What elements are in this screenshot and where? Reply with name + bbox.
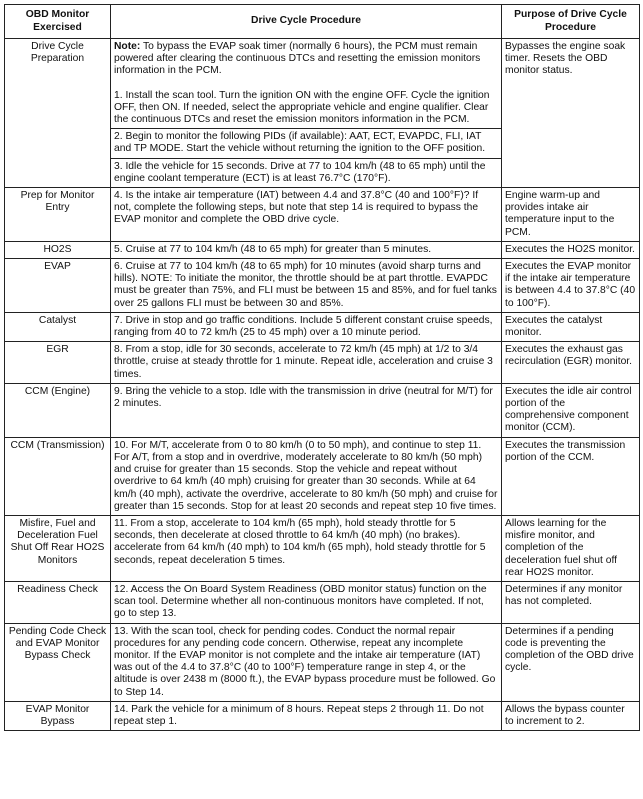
table-row (5, 623, 640, 701)
table-row (5, 241, 640, 258)
table-row (5, 383, 640, 437)
table-row (5, 437, 640, 515)
note-text: To bypass the EVAP soak timer (normally 6 hours), the PCM must remain powered after clearing the continuous DTCs and resetting the emission monitors information in the PCM. (114, 41, 481, 77)
monitor-cell: CCM (Transmission) (5, 437, 111, 515)
procedure-cell: 12. Access the On Board System Readiness (OBD monitor status) function on the scan tool. Determine whether all non-continuous monitors have completed. If not, go to step 13. (111, 581, 502, 623)
monitor-cell: Catalyst (5, 312, 111, 341)
procedure-cell: 7. Drive in stop and go traffic conditions. Include 5 different constant cruise speeds, ranging from 40 to 72 km/h (25 to 45 mph) over a 10 minute period. (111, 312, 502, 341)
purpose-cell: Executes the exhaust gas recirculation (EGR) monitor. (502, 342, 640, 384)
procedure-cell: 14. Park the vehicle for a minimum of 8 hours. Repeat steps 2 through 11. Do not repeat step 1. (111, 701, 502, 730)
purpose-cell: Executes the EVAP monitor if the intake air temperature is between 4.4 to 37.8°C (40 to 100°F). (502, 259, 640, 313)
monitor-cell: CCM (Engine) (5, 383, 111, 437)
procedure-cell: 11. From a stop, accelerate to 104 km/h (65 mph), hold steady throttle for 5 seconds, then decelerate at closed throttle to 64 km/h (40 mph) (no brakes). accelerate from 64 km/h (40 mph) to 104 km/h (65 mph), hold steady throttle for 5 seconds, repeat deceleration 5 times. (111, 515, 502, 581)
procedure-cell (111, 39, 502, 188)
procedure-cell: 6. Cruise at 77 to 104 km/h (48 to 65 mph) for 10 minutes (avoid sharp turns and hills). NOTE: To initiate the monitor, the throttle should be at part throttle. EVAPDC must be greater than 75%, and FLI must be between 15 and 85%, and for fuel tanks over 25 gallons FLI must be between 30 and 85%. (111, 259, 502, 313)
procedure-step: 3. Idle the vehicle for 15 seconds. Drive at 77 to 104 km/h (48 to 65 mph) until the engine coolant temperature (ECT) is at least 76.7°C (170°F). (114, 160, 486, 184)
monitor-cell: Readiness Check (5, 581, 111, 623)
header-obd-monitor: OBD Monitor Exercised (5, 5, 111, 39)
purpose-cell: Executes the transmission portion of the CCM. (502, 437, 640, 515)
procedure-cell: 8. From a stop, idle for 30 seconds, accelerate to 72 km/h (45 mph) at 1/2 to 3/4 throttle, cruise at steady throttle for 1 minute. Repeat idle, acceleration and cruise 3 times. (111, 342, 502, 384)
monitor-cell: EVAP Monitor Bypass (5, 701, 111, 730)
step-text: 1. Install the scan tool. Turn the ignition ON with the engine OFF. Cycle the ignition OFF, then ON. If needed, select the appropriate vehicle and engine qualifier. Clear the continuous DTCs and reset the emission monitors information in the PCM. (114, 89, 490, 126)
purpose-cell: Allows the bypass counter to increment to 2. (502, 701, 640, 730)
procedure-step: 2. Begin to monitor the following PIDs (if available): AAT, ECT, EVAPDC, FLI, IAT and TP MODE. Start the vehicle without returning the ignition to the OFF position. (111, 129, 501, 158)
purpose-cell: Bypasses the engine soak timer. Resets the OBD monitor status. (502, 39, 640, 188)
monitor-cell: Misfire, Fuel and Deceleration Fuel Shut Off Rear HO2S Monitors (5, 515, 111, 581)
monitor-cell: EVAP (5, 259, 111, 313)
table-row (5, 342, 640, 384)
monitor-cell: Prep for Monitor Entry (5, 188, 111, 242)
monitor-cell: HO2S (5, 241, 111, 258)
table-row (5, 188, 640, 242)
purpose-cell: Executes the catalyst monitor. (502, 312, 640, 341)
table-row (5, 515, 640, 581)
purpose-cell: Engine warm-up and provides intake air temperature input to the PCM. (502, 188, 640, 242)
table-row (5, 312, 640, 341)
note-label: Note: (114, 41, 141, 52)
purpose-cell: Determines if a pending code is preventing the completion of the OBD drive cycle. (502, 623, 640, 701)
header-purpose: Purpose of Drive Cycle Procedure (502, 5, 640, 39)
procedure-cell: 10. For M/T, accelerate from 0 to 80 km/h (0 to 50 mph), and continue to step 11. For A/T, from a stop and in overdrive, moderately accelerate to 80 km/h (50 mph) and cruise for greater than 15 seconds. Stop the vehicle and repeat without overdrive to 64 km/h (40 mph) cruising for greater than 30 seconds. While at 64 km/h (40 mph), activate the overdrive, accelerate to 80 km/h (50 mph) and cruise for greater than 15 seconds. Stop for at least 20 seconds and repeat step 10 five times. (111, 437, 502, 515)
table-row (5, 39, 640, 188)
purpose-cell: Allows learning for the misfire monitor, and completion of the deceleration fuel shut off rear HO2S monitor. (502, 515, 640, 581)
purpose-cell: Determines if any monitor has not completed. (502, 581, 640, 623)
procedure-cell: 4. Is the intake air temperature (IAT) between 4.4 and 37.8°C (40 and 100°F)? If not, complete the following steps, but note that step 14 is required to bypass the EVAP monitor and complete the OBD drive cycle. (111, 188, 502, 242)
procedure-cell: 13. With the scan tool, check for pending codes. Conduct the normal repair procedures for any pending code concern. Otherwise, repeat any incomplete monitor. If the EVAP monitor is not complete and the intake air temperature (IAT) was out of the 4.4 to 37.8°C (40 to 100°F) temperature range in step 4, or the altitude is over 2438 m (8000 ft.), the EVAP bypass procedure must be followed. Go to Step 14. (111, 623, 502, 701)
purpose-cell: Executes the HO2S monitor. (502, 241, 640, 258)
drive-cycle-table (4, 4, 640, 731)
purpose-cell: Executes the idle air control portion of the comprehensive component monitor (CCM). (502, 383, 640, 437)
procedure-cell: 9. Bring the vehicle to a stop. Idle with the transmission in drive (neutral for M/T) for 2 minutes. (111, 383, 502, 437)
table-header-row (5, 5, 640, 39)
procedure-step (111, 39, 501, 129)
table-row (5, 701, 640, 730)
table-row (5, 259, 640, 313)
table-row (5, 581, 640, 623)
header-procedure: Drive Cycle Procedure (111, 5, 502, 39)
monitor-cell: EGR (5, 342, 111, 384)
procedure-cell: 5. Cruise at 77 to 104 km/h (48 to 65 mph) for greater than 5 minutes. (111, 241, 502, 258)
monitor-cell: Drive Cycle Preparation (5, 39, 111, 188)
monitor-cell: Pending Code Check and EVAP Monitor Bypass Check (5, 623, 111, 701)
